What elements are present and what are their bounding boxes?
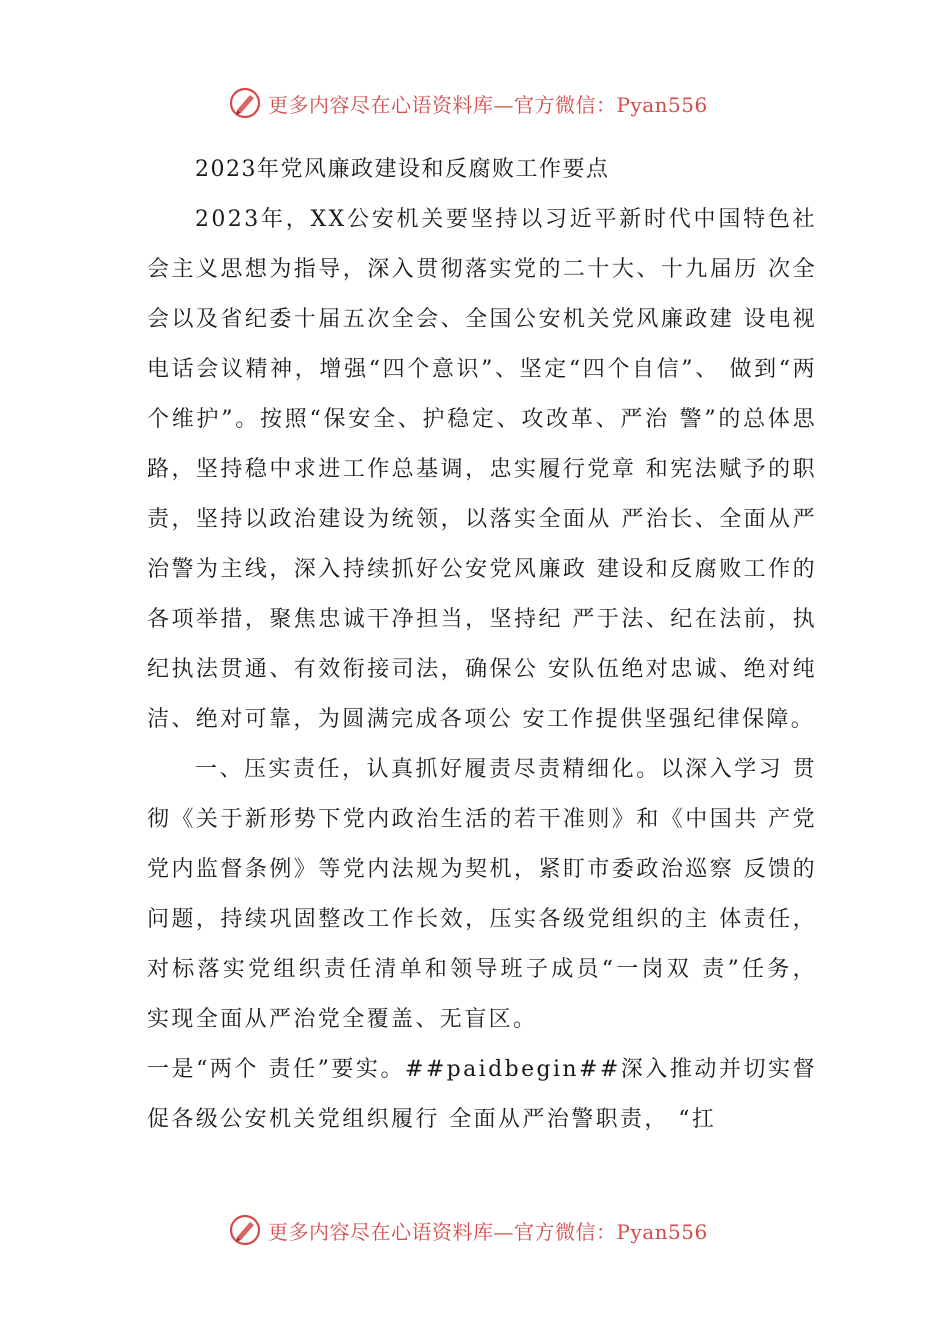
document-body <box>147 145 817 1145</box>
watermark-header <box>228 86 708 120</box>
paragraph-section-one: 一、压实责任，认真抓好履责尽责精细化。以深入学习 贯彻《关于新形势下党内政治生活的若干准则》和《中国共 产党党内监督条例》等党内法规为契机，紧盯市委政治巡察 反馈的问题，持续巩固整改工作长效，压实各级党组织的主 体责任，对标落实党组织责任清单和领导班子成员“一岗双 责”任务，实现全面从严治党全覆盖、无盲区。 <box>147 757 817 1032</box>
document-title: 2023年党风廉政建设和反腐败工作要点 <box>195 157 610 182</box>
watermark-text: 更多内容尽在心语资料库—官方微信：Pyan556 <box>268 1219 708 1244</box>
pen-logo-icon <box>228 1213 262 1247</box>
watermark-footer <box>228 1213 708 1247</box>
pen-logo-icon <box>228 86 262 120</box>
paragraph-point-one: 一是“两个 责任”要实。##paidbegin##深入推动并切实督促各级公安机关党组织履行 全面从严治警职责， “扛 <box>147 1057 817 1132</box>
watermark-text: 更多内容尽在心语资料库—官方微信：Pyan556 <box>268 92 708 117</box>
paragraph-intro: 2023年，XX公安机关要坚持以习近平新时代中国特色社会主义思想为指导，深入贯彻落实党的二十大、十九届历 次全会以及省纪委十届五次全会、全国公安机关党风廉政建 设电视电话会议精神，增强“四个意识”、坚定“四个自信”、 做到“两个维护”。按照“保安全、护稳定、攻改革、严治 警”的总体思路，坚持稳中求进工作总基调，忠实履行党章 和宪法赋予的职责，坚持以政治建设为统领，以落实全面从 严治长、全面从严治警为主线，深入持续抓好公安党风廉政 建设和反腐败工作的各项举措，聚焦忠诚干净担当，坚持纪 严于法、纪在法前，执纪执法贯通、有效衔接司法，确保公 安队伍绝对忠诚、绝对纯洁、绝对可靠，为圆满完成各项公 安工作提供坚强纪律保障。 <box>147 207 817 732</box>
